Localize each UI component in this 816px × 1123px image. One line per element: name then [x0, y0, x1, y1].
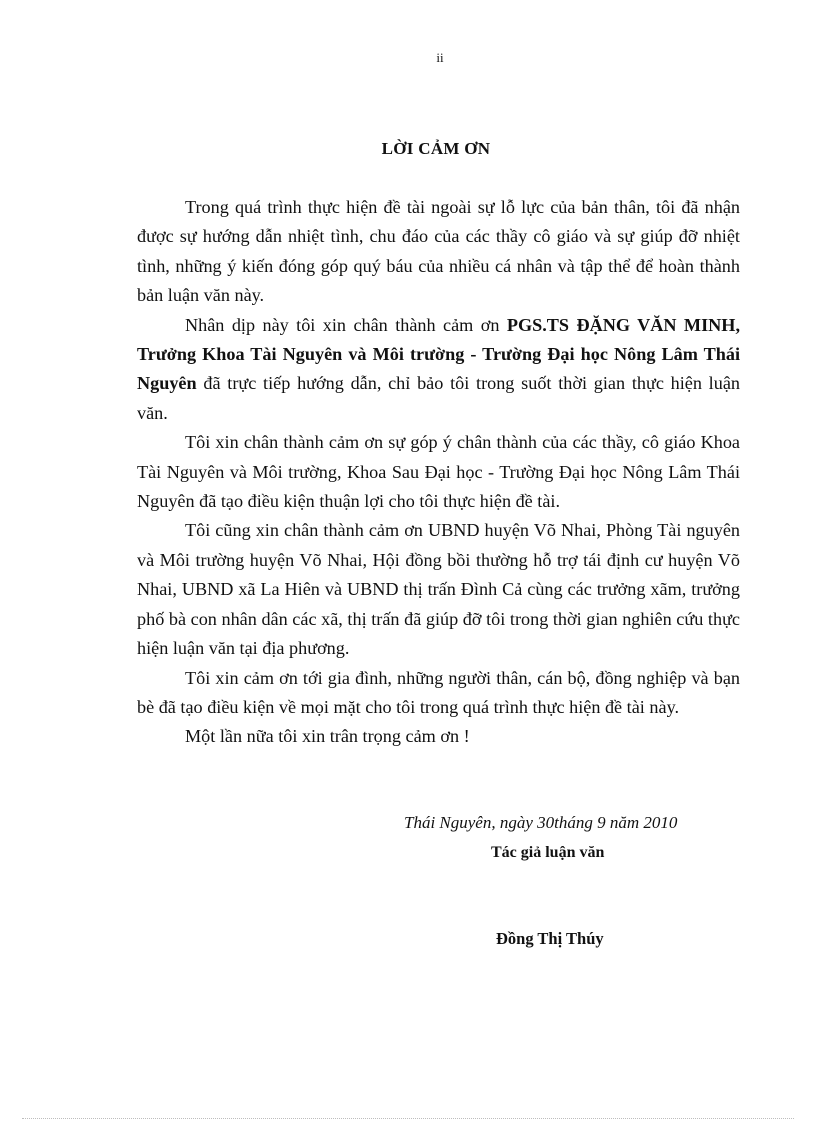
paragraph-5: Tôi xin cảm ơn tới gia đình, những người thân, cán bộ, đồng nghiệp và bạn bè đã tạo điều kiện về mọi mặt cho tôi trong quá trình thực hiện đề tài này.	[137, 667, 740, 717]
page-number: ii	[436, 50, 444, 65]
acknowledgement-body	[137, 193, 740, 752]
page-bottom-border	[22, 1118, 794, 1119]
paragraph-2-rest: đã trực tiếp hướng dẫn, chỉ bảo tôi trong suốt thời gian thực hiện luận văn.	[137, 373, 740, 423]
paragraph-1: Trong quá trình thực hiện đề tài ngoài sự lỗ lực của bản thân, tôi đã nhận được sự hướng dẫn nhiệt tình, chu đáo của các thầy cô giáo và sự giúp đỡ nhiệt tình, những ý kiến đóng góp quý báu của nhiều cá nhân và tập thể để hoàn thành bản luận văn này.	[137, 197, 740, 306]
paragraph-3: Tôi xin chân thành cảm ơn sự góp ý chân thành của các thầy, cô giáo Khoa Tài Nguyên và Môi trường, Khoa Sau Đại học - Trường Đại học Nông Lâm Thái Nguyên đã tạo điều kiện thuận lợi cho tôi thực hiện đề tài.	[137, 432, 740, 512]
page-title: LỜI CẢM ƠN	[381, 139, 491, 158]
supervisor-name: PGS.TS ĐẶNG VĂN MINH, Trưởng Khoa Tài Nguyên và Môi trường - Trường Đại học Nông Lâm Thái Nguyên	[137, 314, 740, 394]
signature-date: Thái Nguyên, ngày 30tháng 9 năm 2010	[404, 813, 678, 832]
paragraph-2	[137, 311, 740, 429]
signature-name: Đồng Thị Thúy	[496, 929, 604, 948]
signature-role: Tác giả luận văn	[491, 844, 605, 861]
paragraph-2-intro: Nhân dịp này tôi xin chân thành cảm ơn	[185, 314, 507, 335]
paragraph-6: Một lần nữa tôi xin trân trọng cảm ơn !	[185, 726, 470, 747]
paragraph-4: Tôi cũng xin chân thành cảm ơn UBND huyện Võ Nhai, Phòng Tài nguyên và Môi trường huyện Võ Nhai, Hội đồng bồi thường hỗ trợ tái định cư huyện Võ Nhai, UBND xã La Hiên và UBND thị trấn Đình Cả cùng các trưởng xãm, trưởng phố bà con nhân dân các xã, thị trấn đã giúp đỡ tôi trong thời gian nghiên cứu thực hiện luận văn tại địa phương.	[137, 520, 740, 659]
